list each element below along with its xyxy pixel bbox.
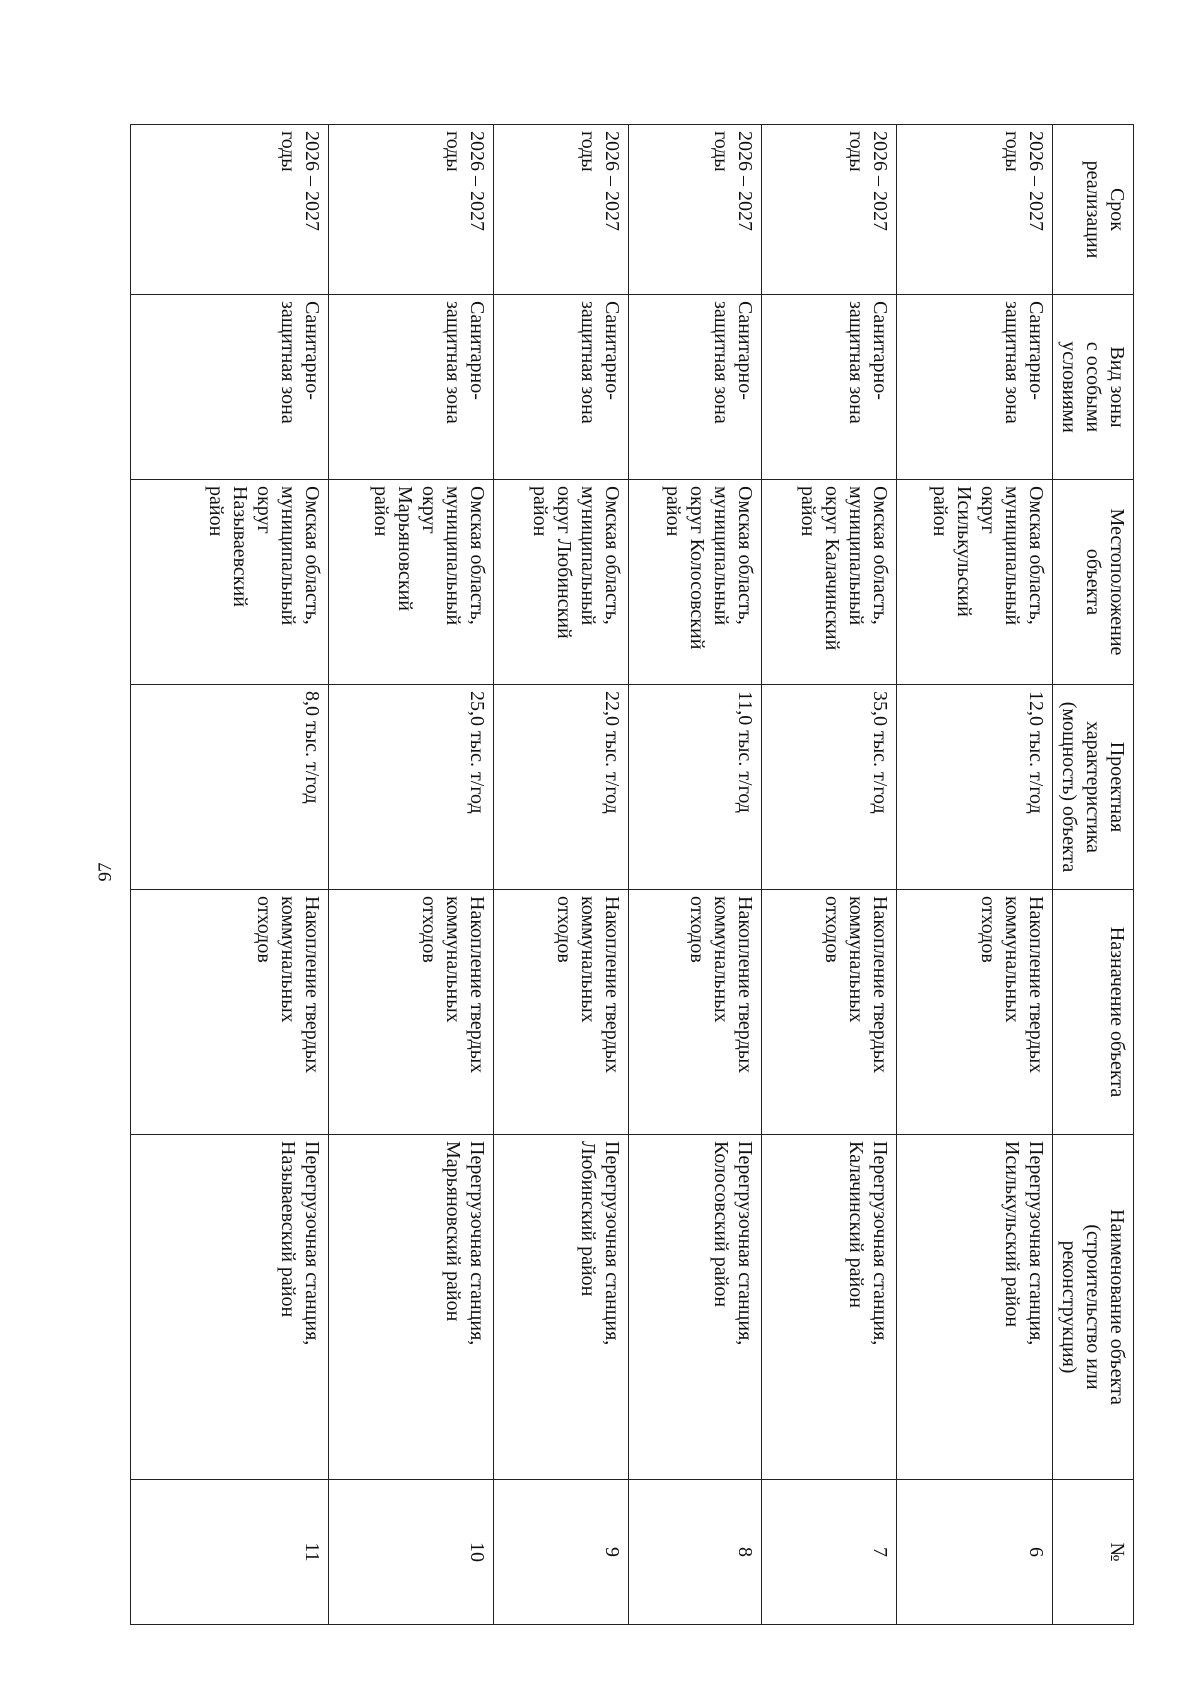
cell-purpose: Накопление твердых коммунальных отходов bbox=[493, 890, 628, 1135]
table-row bbox=[493, 125, 628, 1625]
cell-capacity: 12,0 тыс. т/год bbox=[897, 685, 1053, 890]
cell-name: Перегрузочная станция, Называевский район bbox=[131, 1135, 329, 1480]
cell-purpose: Накопление твердых коммунальных отходов bbox=[628, 890, 761, 1135]
cell-period: 2026 – 2027 годы bbox=[761, 125, 896, 295]
cell-location: Омская область, муниципальный округ Калачинский район bbox=[761, 480, 896, 685]
cell-name: Перегрузочная станция, Калачинский район bbox=[761, 1135, 896, 1480]
table-frame bbox=[130, 124, 1134, 1624]
table-row bbox=[628, 125, 761, 1625]
cell-name: Перегрузочная станция, Любинский район bbox=[493, 1135, 628, 1480]
header-capacity: Проектная характеристика (мощность) объекта bbox=[1053, 685, 1134, 890]
cell-location: Омская область, муниципальный округ Любинский район bbox=[493, 480, 628, 685]
cell-location: Омская область, муниципальный округ Колосовский район bbox=[628, 480, 761, 685]
cell-purpose: Накопление твердых коммунальных отходов bbox=[131, 890, 329, 1135]
table-row bbox=[131, 125, 329, 1625]
objects-table bbox=[130, 124, 1134, 1625]
table-row bbox=[329, 125, 493, 1625]
cell-capacity: 22,0 тыс. т/год bbox=[493, 685, 628, 890]
cell-zone: Санитарно- защитная зона bbox=[761, 295, 896, 480]
header-name: Наименование объекта (строительство или реконструкция) bbox=[1053, 1135, 1134, 1480]
cell-name: Перегрузочная станция, Марьяновский район bbox=[329, 1135, 493, 1480]
cell-capacity: 8,0 тыс. т/год bbox=[131, 685, 329, 890]
cell-zone: Санитарно- защитная зона bbox=[628, 295, 761, 480]
cell-number: 7 bbox=[761, 1480, 896, 1625]
cell-capacity: 11,0 тыс. т/год bbox=[628, 685, 761, 890]
cell-number: 9 bbox=[493, 1480, 628, 1625]
cell-capacity: 25,0 тыс. т/год bbox=[329, 685, 493, 890]
cell-period: 2026 – 2027 годы bbox=[628, 125, 761, 295]
cell-purpose: Накопление твердых коммунальных отходов bbox=[897, 890, 1053, 1135]
cell-location: Омская область, муниципальный округ Называевский район bbox=[131, 480, 329, 685]
cell-zone: Санитарно- защитная зона bbox=[493, 295, 628, 480]
cell-name: Перегрузочная станция, Колосовский район bbox=[628, 1135, 761, 1480]
cell-number: 8 bbox=[628, 1480, 761, 1625]
cell-number: 10 bbox=[329, 1480, 493, 1625]
cell-period: 2026 – 2027 годы bbox=[897, 125, 1053, 295]
table-row bbox=[897, 125, 1053, 1625]
header-row bbox=[1053, 125, 1134, 1625]
table-body bbox=[131, 125, 1053, 1625]
table-row bbox=[761, 125, 896, 1625]
cell-location: Омская область, муниципальный округ Исилькульский район bbox=[897, 480, 1053, 685]
header-period: Срок реализации bbox=[1053, 125, 1134, 295]
header-number: № bbox=[1053, 1480, 1134, 1625]
cell-number: 6 bbox=[897, 1480, 1053, 1625]
cell-capacity: 35,0 тыс. т/год bbox=[761, 685, 896, 890]
cell-purpose: Накопление твердых коммунальных отходов bbox=[329, 890, 493, 1135]
cell-zone: Санитарно- защитная зона bbox=[897, 295, 1053, 480]
cell-name: Перегрузочная станция, Исилькульский район bbox=[897, 1135, 1053, 1480]
page-number: 97 bbox=[95, 862, 116, 882]
cell-number: 11 bbox=[131, 1480, 329, 1625]
cell-purpose: Накопление твердых коммунальных отходов bbox=[761, 890, 896, 1135]
header-zone: Вид зоны с особыми условиями bbox=[1053, 295, 1134, 480]
cell-period: 2026 – 2027 годы bbox=[329, 125, 493, 295]
header-purpose: Назначение объекта bbox=[1053, 890, 1134, 1135]
cell-zone: Санитарно- защитная зона bbox=[329, 295, 493, 480]
cell-period: 2026 – 2027 годы bbox=[131, 125, 329, 295]
cell-location: Омская область, муниципальный округ Марьяновский район bbox=[329, 480, 493, 685]
cell-zone: Санитарно- защитная зона bbox=[131, 295, 329, 480]
header-location: Местоположение объекта bbox=[1053, 480, 1134, 685]
cell-period: 2026 – 2027 годы bbox=[493, 125, 628, 295]
